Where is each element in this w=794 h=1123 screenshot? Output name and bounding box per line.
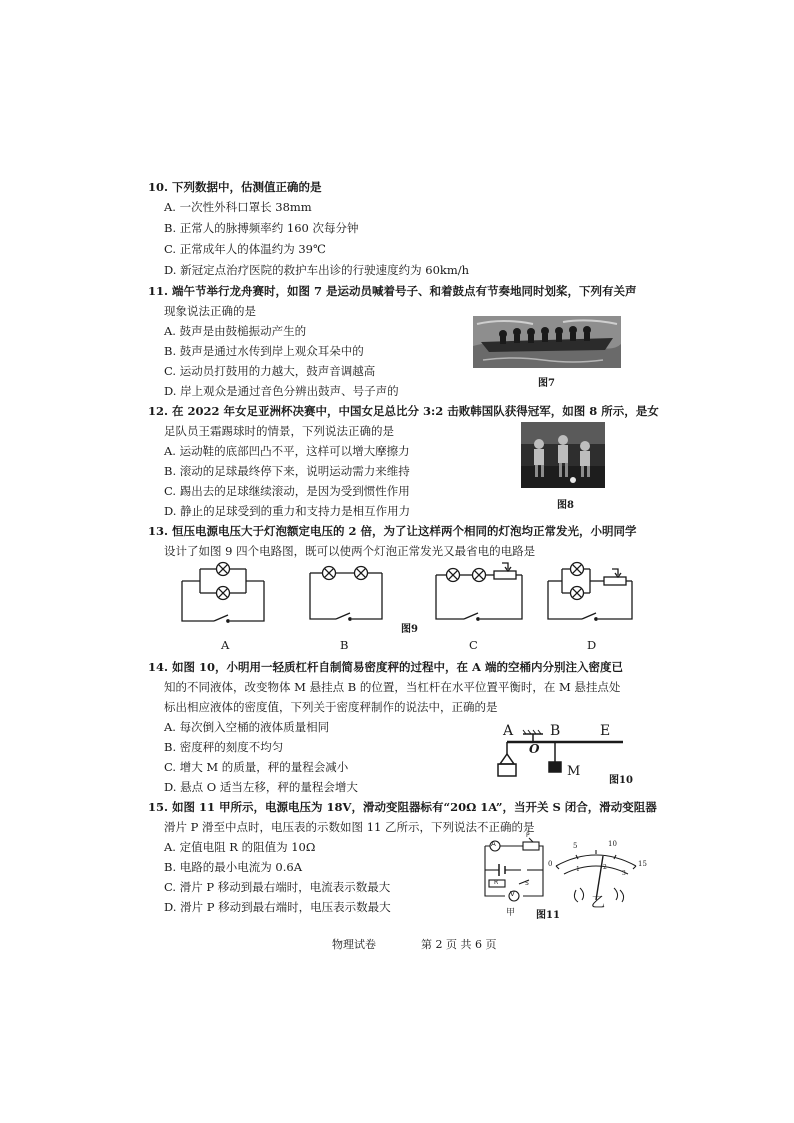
circuit-a-label: A [221,638,230,652]
q12-option-d: D. 静止的足球受到的重力和支持力是相互作用力 [164,504,411,518]
figure-8-caption: 图8 [557,500,574,511]
q11-option-b: B. 鼓声是通过水传到岸上观众耳朵中的 [164,344,364,358]
q11-stem-line1: 11. 端午节举行龙舟赛时，如图 7 是运动员喊着号子、和着鼓点有节奏地同时划桨，下列有关声 [148,284,637,298]
lever-label-e: E [600,723,611,739]
q10-stem: 10. 下列数据中，估测值正确的是 [148,180,322,194]
lever-label-b: B [550,723,561,739]
q11-option-d: D. 岸上观众是通过音色分辨出鼓声、号子声的 [164,384,399,398]
figure-11-circuit: A V R S P [479,836,549,906]
q10-option-b: B. 正常人的脉搏频率约 160 次每分钟 [164,221,359,235]
circuit-c-label: C [469,638,478,652]
q12-option-c: C. 踢出去的足球继续滚动，是因为受到惯性作用 [164,484,410,498]
q14-option-a: A. 每次倒入空桶的液体质量相同 [164,720,330,734]
figure-11-yi-label: 乙 [591,895,605,911]
q11-option-c: C. 运动员打鼓用的力越大，鼓声音调越高 [164,364,376,378]
figure-10-caption: 图10 [609,775,633,786]
q12-option-a: A. 运动鞋的底部凹凸不平，这样可以增大摩擦力 [164,444,410,458]
meter-tick-5: 5 [573,842,578,850]
figure-11-jia-label: 甲 [506,908,516,918]
lever-label-a: A [503,723,514,739]
q12-stem-line1: 12. 在 2022 年女足亚洲杯决赛中，中国女足总比分 3:2 击败韩国队获得冠军，如图 8 所示，是女 [148,404,659,418]
q13-stem-line1: 13. 恒压电源电压大于灯泡额定电压的 2 倍，为了让这样两个相同的灯泡均正常发光，小明同学 [148,524,637,538]
circuit-c-diagram [434,561,524,625]
q12-option-b: B. 滚动的足球最终停下来，说明运动需力来维持 [164,464,410,478]
q14-stem-line1: 14. 如图 10，小明用一轻质杠杆自制简易密度秤的过程中，在 A 端的空桶内分别注入密度已 [148,660,623,674]
circuit-b-diagram [308,561,384,625]
footer-page-number: 第 2 页 共 6 页 [421,938,497,951]
q10-option-d: D. 新冠定点治疗医院的救护车出诊的行驶速度约为 60km/h [164,263,470,277]
meter-tick-10: 10 [608,840,617,848]
meter-inner-tick-1: 1 [576,866,580,873]
q14-option-c: C. 增大 M 的质量，秤的量程会减小 [164,760,349,774]
footer-subject: 物理试卷 [332,938,376,951]
q11-option-a: A. 鼓声是由鼓槌振动产生的 [164,324,307,338]
q15-option-c: C. 滑片 P 移动到最右端时，电流表示数最大 [164,880,391,894]
figure-7-caption: 图7 [538,378,555,389]
q10-option-a: A. 一次性外科口罩长 38mm [164,200,312,214]
lever-label-o: O [529,742,540,756]
q14-option-b: B. 密度秤的刻度不均匀 [164,740,284,754]
q10-option-c: C. 正常成年人的体温约为 39℃ [164,242,326,256]
q14-stem-line2: 知的不同液体，改变物体 M 悬挂点 B 的位置，当杠杆在水平位置平衡时，在 M 悬挂点处 [164,680,621,694]
lever-label-m: M [567,764,581,779]
q15-stem-line2: 滑片 P 滑至中点时，电压表的示数如图 11 乙所示，下列说法不正确的是 [164,820,535,834]
q12-stem-line2: 足队员王霜踢球时的情景，下列说法正确的是 [164,424,394,438]
q11-stem-line2: 现象说法正确的是 [164,304,256,318]
dragon-boat-photo [473,316,621,368]
circuit-a-diagram [180,561,266,625]
q14-option-d: D. 悬点 O 适当左移，秤的量程会增大 [164,780,358,794]
figure-11-caption: 图11 [536,910,560,921]
football-photo [521,422,605,488]
q15-stem-line1: 15. 如图 11 甲所示，电源电压为 18V，滑动变阻器标有“20Ω 1A”，当开关 S 闭合，滑动变阻器 [148,800,657,814]
q15-option-d: D. 滑片 P 移动到最右端时，电压表示数最大 [164,900,391,914]
meter-tick-0: 0 [548,860,553,868]
q15-option-a: A. 定值电阻 R 的阻值为 10Ω [164,840,316,854]
circuit-d-diagram [546,561,636,625]
meter-inner-tick-2: 2 [603,864,607,871]
q13-stem-line2: 设计了如图 9 四个电路图，既可以使两个灯泡正常发光又最省电的电路是 [164,544,536,558]
circuit-b-label: B [340,638,349,652]
meter-tick-15: 15 [638,860,647,868]
figure-9-caption: 图9 [401,624,418,635]
circuit-d-label: D [587,638,597,652]
q15-option-b: B. 电路的最小电流为 0.6A [164,860,303,874]
meter-inner-tick-3: 3 [622,870,626,877]
q14-stem-line3: 标出相应液体的密度值，下列关于密度秤制作的说法中，正确的是 [164,700,498,714]
